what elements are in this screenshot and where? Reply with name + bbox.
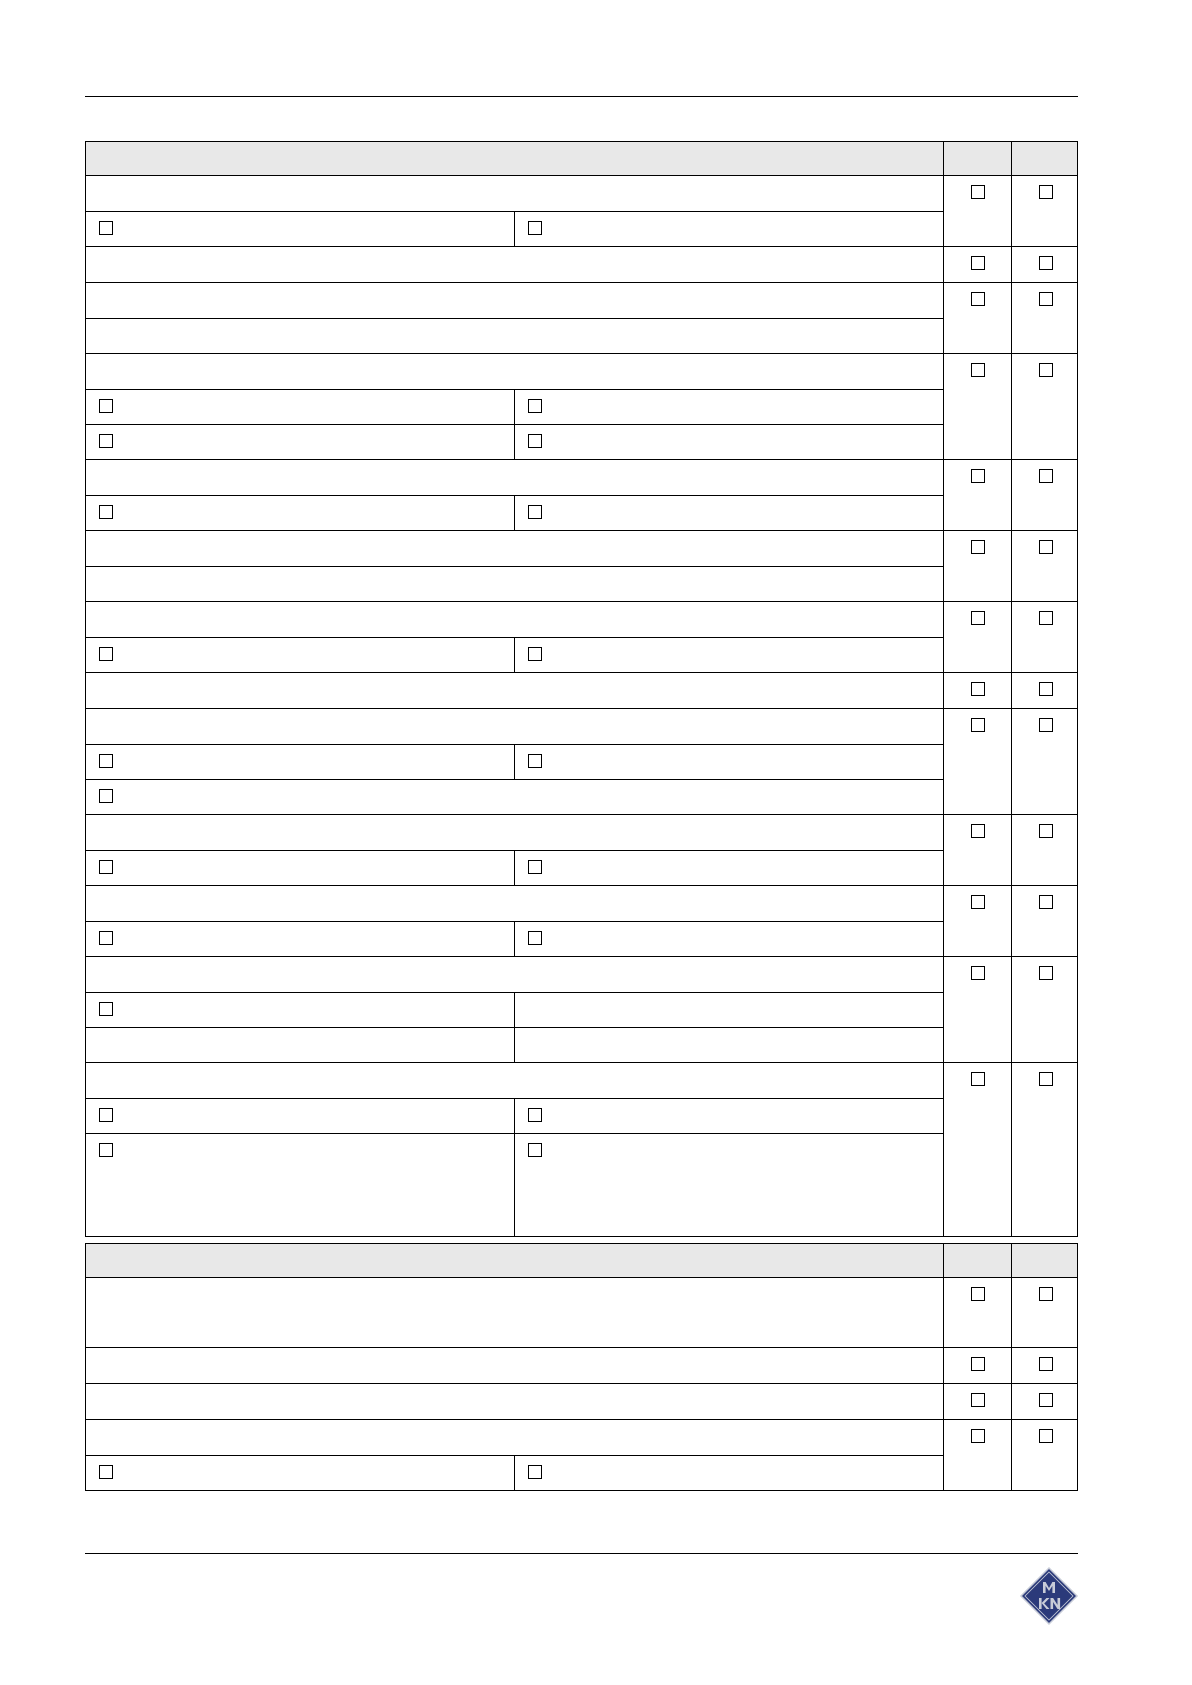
checklist-group <box>86 602 1077 673</box>
answer-column-cell <box>943 886 1011 956</box>
table-cell <box>86 638 514 672</box>
answer-column-cell <box>943 283 1011 353</box>
answer-column-cell <box>943 1420 1011 1490</box>
group-body <box>86 283 943 353</box>
table-cell <box>86 1099 514 1133</box>
checklist-group <box>86 815 1077 886</box>
table-cell <box>86 176 943 211</box>
no-checkbox[interactable] <box>1039 292 1053 306</box>
table-cell <box>86 425 514 459</box>
option-checkbox[interactable] <box>99 1465 113 1479</box>
no-checkbox[interactable] <box>1039 718 1053 732</box>
option-checkbox[interactable] <box>528 931 542 945</box>
option-row <box>86 389 943 424</box>
checklist-group <box>86 1348 1077 1384</box>
table-cell <box>514 496 943 530</box>
answer-column-cell <box>943 1063 1011 1236</box>
table-cell <box>86 1348 943 1383</box>
no-checkbox[interactable] <box>1039 363 1053 377</box>
no-checkbox[interactable] <box>1039 611 1053 625</box>
checklist-group <box>86 886 1077 957</box>
table-cell <box>86 460 943 495</box>
option-row <box>86 424 943 459</box>
table-cell <box>86 354 943 389</box>
group-body <box>86 1063 943 1236</box>
checklist-table-2 <box>85 1243 1078 1491</box>
answer-column-cell <box>943 176 1011 246</box>
header-rule <box>85 96 1078 97</box>
table-cell <box>514 922 943 956</box>
checklist-group <box>86 673 1077 709</box>
option-checkbox[interactable] <box>528 505 542 519</box>
table-cell <box>86 283 943 318</box>
header-yes-cell <box>943 142 1011 175</box>
item-row <box>86 460 943 495</box>
answer-column-cell <box>943 957 1011 1062</box>
yes-checkbox[interactable] <box>971 682 985 696</box>
option-checkbox[interactable] <box>99 931 113 945</box>
no-checkbox[interactable] <box>1039 469 1053 483</box>
table-cell <box>514 212 943 246</box>
table-cell <box>86 1063 943 1098</box>
option-checkbox[interactable] <box>99 221 113 235</box>
table-cell <box>86 1420 943 1455</box>
group-body <box>86 1278 943 1347</box>
table-cell <box>86 212 514 246</box>
blank-cell <box>86 1028 514 1062</box>
checklist-group <box>86 1420 1077 1490</box>
answer-column-cell <box>1011 247 1077 282</box>
answer-column-cell <box>1011 460 1077 530</box>
footer-rule <box>85 1553 1078 1554</box>
option-checkbox[interactable] <box>99 434 113 448</box>
no-checkbox[interactable] <box>1039 895 1053 909</box>
yes-checkbox[interactable] <box>971 1393 985 1407</box>
option-row <box>86 992 943 1027</box>
option-row <box>86 744 943 779</box>
table-cell <box>86 709 943 744</box>
yes-checkbox[interactable] <box>971 1357 985 1371</box>
table-cell <box>514 1134 943 1236</box>
answer-column-cell <box>1011 283 1077 353</box>
header-item-cell <box>86 142 943 175</box>
yes-checkbox[interactable] <box>971 1429 985 1443</box>
group-body <box>86 886 943 956</box>
table-cell <box>86 531 943 566</box>
checklist-group <box>86 709 1077 815</box>
mkn-logo <box>1019 1566 1079 1626</box>
table-cell <box>86 957 943 992</box>
answer-column-cell <box>1011 1063 1077 1236</box>
table-cell <box>514 1099 943 1133</box>
option-checkbox[interactable] <box>99 860 113 874</box>
no-checkbox[interactable] <box>1039 966 1053 980</box>
yes-checkbox[interactable] <box>971 1072 985 1086</box>
checklist-group <box>86 283 1077 354</box>
option-row <box>86 850 943 885</box>
table-cell <box>86 247 943 282</box>
blank-cell <box>514 1028 943 1062</box>
option-row <box>86 1098 943 1133</box>
no-checkbox[interactable] <box>1039 1357 1053 1371</box>
yes-checkbox[interactable] <box>971 895 985 909</box>
checklist-group <box>86 176 1077 247</box>
no-checkbox[interactable] <box>1039 540 1053 554</box>
table-cell <box>86 815 943 850</box>
table-cell <box>86 496 514 530</box>
yes-checkbox[interactable] <box>971 966 985 980</box>
group-body <box>86 1348 943 1383</box>
group-body <box>86 957 943 1062</box>
item-row <box>86 1384 943 1419</box>
item-row <box>86 1063 943 1098</box>
item-row <box>86 566 943 601</box>
option-row <box>86 637 943 672</box>
header-yes-cell <box>943 1244 1011 1277</box>
answer-column-cell <box>1011 531 1077 601</box>
yes-checkbox[interactable] <box>971 540 985 554</box>
no-checkbox[interactable] <box>1039 824 1053 838</box>
answer-column-cell <box>1011 1384 1077 1419</box>
answer-column-cell <box>943 709 1011 814</box>
no-checkbox[interactable] <box>1039 1287 1053 1301</box>
item-row <box>86 283 943 318</box>
option-checkbox[interactable] <box>99 399 113 413</box>
group-body <box>86 460 943 530</box>
yes-checkbox[interactable] <box>971 469 985 483</box>
option-checkbox[interactable] <box>99 754 113 768</box>
group-body <box>86 1384 943 1419</box>
answer-column-cell <box>1011 886 1077 956</box>
option-checkbox[interactable] <box>99 789 113 803</box>
answer-column-cell <box>1011 176 1077 246</box>
group-body <box>86 176 943 246</box>
no-checkbox[interactable] <box>1039 1429 1053 1443</box>
option-checkbox[interactable] <box>99 647 113 661</box>
yes-checkbox[interactable] <box>971 363 985 377</box>
answer-column-cell <box>943 1348 1011 1383</box>
checklist-table-1 <box>85 141 1078 1237</box>
option-checkbox[interactable] <box>99 1143 113 1157</box>
table-cell <box>86 1456 514 1490</box>
answer-column-cell <box>1011 815 1077 885</box>
group-body <box>86 354 943 459</box>
table-cell <box>514 1456 943 1490</box>
table-cell <box>86 319 943 353</box>
option-checkbox[interactable] <box>99 1108 113 1122</box>
item-row <box>86 957 943 992</box>
group-body <box>86 531 943 601</box>
group-body <box>86 602 943 672</box>
item-row <box>86 602 943 637</box>
table-cell <box>514 638 943 672</box>
option-row <box>86 495 943 530</box>
table-header <box>86 1244 1077 1278</box>
yes-checkbox[interactable] <box>971 292 985 306</box>
header-item-cell <box>86 1244 943 1277</box>
answer-column-cell <box>1011 957 1077 1062</box>
answer-column-cell <box>943 354 1011 459</box>
item-row <box>86 354 943 389</box>
option-checkbox[interactable] <box>528 860 542 874</box>
option-row <box>86 1455 943 1490</box>
item-row <box>86 1348 943 1383</box>
option-row <box>86 211 943 246</box>
table-cell <box>514 745 943 779</box>
option-checkbox[interactable] <box>528 1143 542 1157</box>
table-cell <box>514 390 943 424</box>
option-checkbox[interactable] <box>528 221 542 235</box>
table-cell <box>86 745 514 779</box>
answer-column-cell <box>1011 709 1077 814</box>
answer-column-cell <box>1011 602 1077 672</box>
group-body <box>86 1420 943 1490</box>
table-cell <box>86 851 514 885</box>
table-cell <box>86 922 514 956</box>
item-row <box>86 318 943 353</box>
option-row <box>86 779 943 814</box>
no-checkbox[interactable] <box>1039 256 1053 270</box>
option-row <box>86 1027 943 1062</box>
answer-column-cell <box>943 1278 1011 1347</box>
item-row <box>86 1278 943 1347</box>
item-row <box>86 709 943 744</box>
answer-column-cell <box>943 247 1011 282</box>
group-body <box>86 709 943 814</box>
yes-checkbox[interactable] <box>971 1287 985 1301</box>
no-checkbox[interactable] <box>1039 682 1053 696</box>
group-body <box>86 673 943 708</box>
yes-checkbox[interactable] <box>971 256 985 270</box>
option-checkbox[interactable] <box>528 399 542 413</box>
table-cell <box>86 390 514 424</box>
yes-checkbox[interactable] <box>971 185 985 199</box>
option-checkbox[interactable] <box>528 1108 542 1122</box>
answer-column-cell <box>943 673 1011 708</box>
table-cell <box>514 425 943 459</box>
checklist-group <box>86 460 1077 531</box>
yes-checkbox[interactable] <box>971 718 985 732</box>
item-row <box>86 1420 943 1455</box>
option-checkbox[interactable] <box>528 754 542 768</box>
group-body <box>86 247 943 282</box>
checklist-group <box>86 1278 1077 1348</box>
item-row <box>86 247 943 282</box>
option-checkbox[interactable] <box>528 647 542 661</box>
item-row <box>86 531 943 566</box>
table-cell <box>86 567 943 601</box>
table-cell <box>86 673 943 708</box>
checklist-group <box>86 354 1077 460</box>
checklist-group <box>86 1063 1077 1236</box>
checklist-group <box>86 1384 1077 1420</box>
yes-checkbox[interactable] <box>971 824 985 838</box>
answer-column-cell <box>943 531 1011 601</box>
answer-column-cell <box>1011 673 1077 708</box>
table-cell <box>86 993 514 1027</box>
table-header <box>86 142 1077 176</box>
answer-column-cell <box>943 602 1011 672</box>
item-row <box>86 673 943 708</box>
item-row <box>86 176 943 211</box>
table-cell <box>514 851 943 885</box>
answer-column-cell <box>1011 1278 1077 1347</box>
table-cell <box>86 886 943 921</box>
item-row <box>86 815 943 850</box>
table-cell <box>86 780 943 814</box>
no-checkbox[interactable] <box>1039 1393 1053 1407</box>
table-cell <box>86 602 943 637</box>
checklist-group <box>86 531 1077 602</box>
answer-column-cell <box>943 1384 1011 1419</box>
table-cell <box>86 1384 943 1419</box>
item-row <box>86 886 943 921</box>
no-checkbox[interactable] <box>1039 185 1053 199</box>
answer-column-cell <box>1011 354 1077 459</box>
option-checkbox[interactable] <box>528 434 542 448</box>
option-checkbox[interactable] <box>99 1002 113 1016</box>
header-no-cell <box>1011 142 1077 175</box>
answer-column-cell <box>943 815 1011 885</box>
checklist-group <box>86 957 1077 1063</box>
answer-column-cell <box>1011 1420 1077 1490</box>
option-checkbox[interactable] <box>528 1465 542 1479</box>
no-checkbox[interactable] <box>1039 1072 1053 1086</box>
group-body <box>86 815 943 885</box>
table-cell <box>86 1134 514 1236</box>
option-row <box>86 921 943 956</box>
answer-column-cell <box>1011 1348 1077 1383</box>
checklist-group <box>86 247 1077 283</box>
option-checkbox[interactable] <box>99 505 113 519</box>
option-row <box>86 1133 943 1236</box>
yes-checkbox[interactable] <box>971 611 985 625</box>
blank-cell <box>514 993 943 1027</box>
header-no-cell <box>1011 1244 1077 1277</box>
answer-column-cell <box>943 460 1011 530</box>
table-cell <box>86 1278 943 1347</box>
